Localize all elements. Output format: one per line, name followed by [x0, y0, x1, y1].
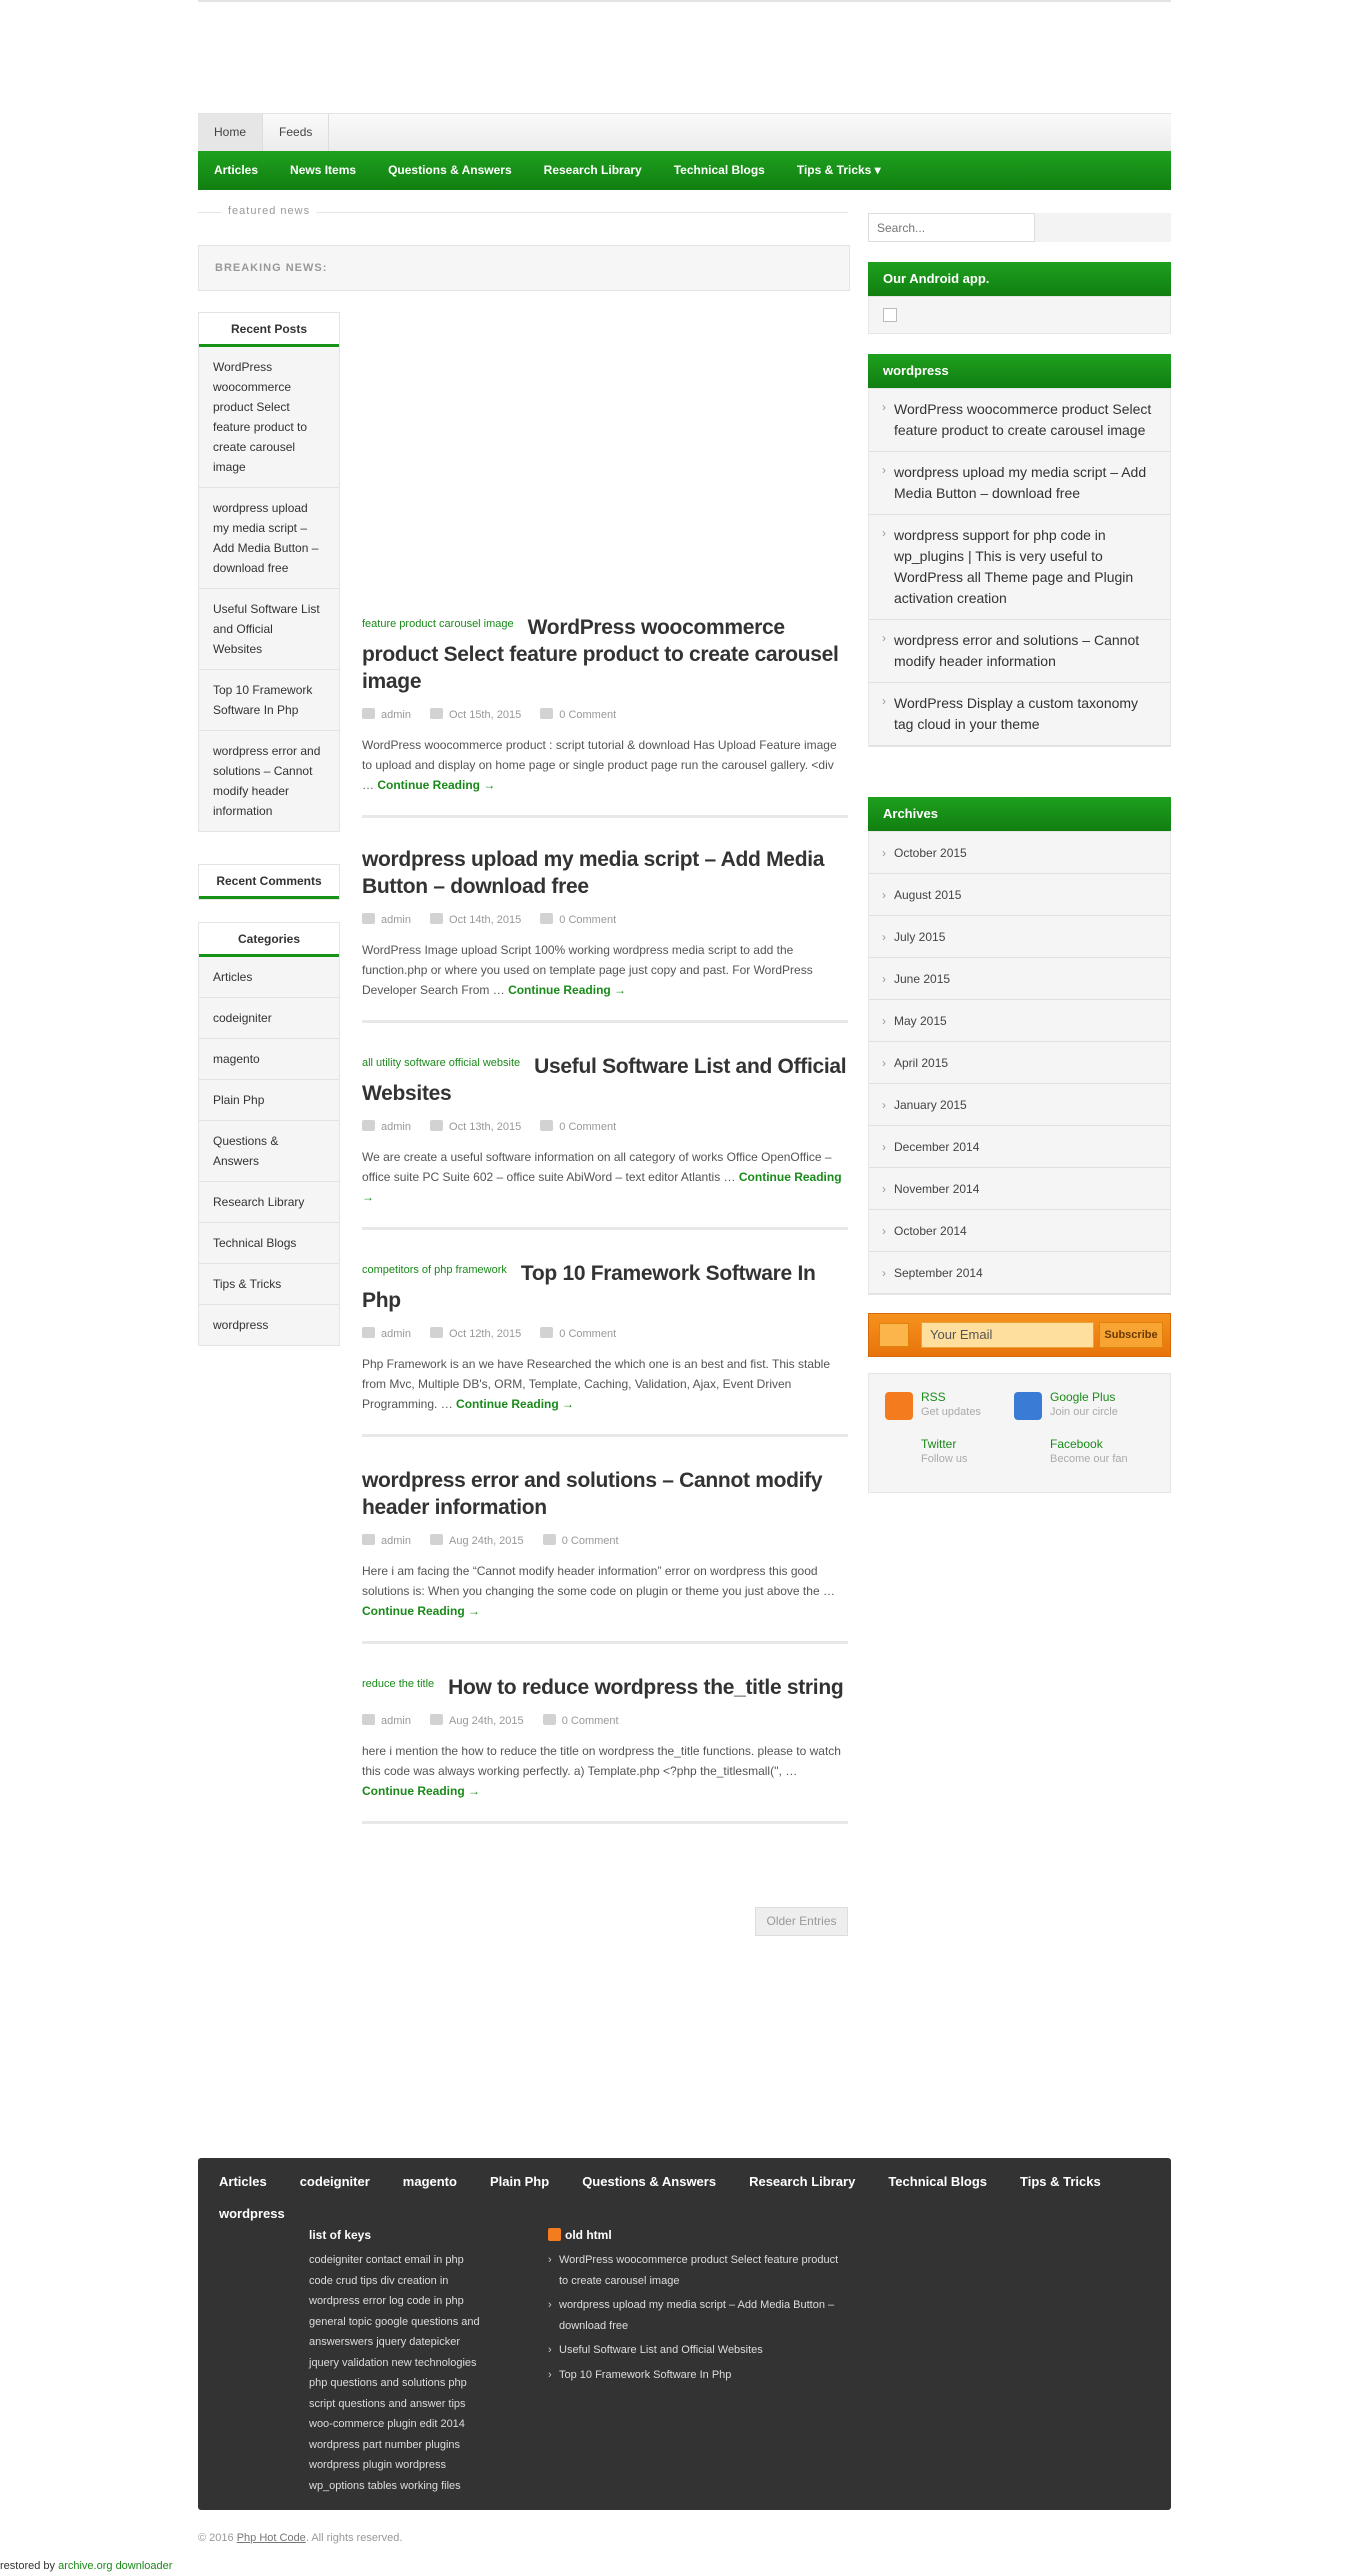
comment-icon	[543, 1714, 556, 1725]
archive-link[interactable]: › January 2015	[869, 1084, 1170, 1126]
footer-keys-title: list of keys	[309, 2228, 372, 2242]
post-title[interactable]: Useful Software List and Official Websites	[362, 1055, 847, 1105]
post	[362, 846, 848, 1023]
comment-icon	[540, 913, 553, 924]
excerpt-text: Php Framework is an we have Researched the which one is an best and fist. This stable from Mvc, Multiple DB's, ORM, Template, Caching, Validation, Ajax, Event Driven Programming. …	[362, 1357, 831, 1411]
wordpress-post-link[interactable]: › wordpress support for php code in wp_plugins | This is very useful to WordPress all Theme page and Plugin activation creation	[869, 515, 1170, 620]
archive-link[interactable]: › December 2014	[869, 1126, 1170, 1168]
post-meta	[362, 912, 848, 928]
author-icon	[362, 1714, 375, 1725]
footer-post-link[interactable]: › wordpress upload my media script – Add Media Button – download free	[548, 2295, 848, 2336]
footer-nav-item[interactable]: codeigniter	[299, 2174, 370, 2189]
footer-key: wordpress error log code in php	[309, 2295, 464, 2307]
post-comments[interactable]: 0 Comment	[559, 1328, 617, 1340]
category-link[interactable]: Questions & Answers	[199, 1121, 339, 1182]
post-excerpt	[362, 735, 848, 795]
calendar-icon	[430, 1120, 443, 1131]
footer-keys-column	[309, 2228, 539, 2496]
post-excerpt	[362, 1354, 848, 1414]
social-title[interactable]: Google Plus	[1050, 1390, 1116, 1404]
category-link[interactable]: Tips & Tricks	[199, 1264, 339, 1305]
social-title[interactable]: RSS	[921, 1390, 946, 1404]
calendar-icon	[430, 1327, 443, 1338]
post-title[interactable]: How to reduce wordpress the_title string	[448, 1676, 844, 1699]
comment-icon	[540, 708, 553, 719]
nav-technical-blogs[interactable]: Technical Blogs	[673, 163, 765, 177]
footer-nav-item[interactable]: magento	[402, 2174, 457, 2189]
site-footer	[198, 2158, 1171, 2510]
android-widget-title: Our Android app.	[868, 262, 1171, 296]
social-desc: Follow us	[921, 1453, 968, 1465]
archives-widget	[868, 831, 1171, 1295]
tab-feeds[interactable]: Feeds	[263, 114, 329, 151]
rss-icon	[885, 1392, 913, 1420]
footer-nav-item[interactable]: wordpress	[219, 2206, 285, 2221]
featured-label: featured news	[222, 205, 316, 217]
subscribe-button[interactable]: Subscribe	[1099, 1322, 1163, 1348]
social-title[interactable]: Twitter	[921, 1437, 957, 1451]
post-thumbnail[interactable]: competitors of php framework	[362, 1264, 507, 1276]
rss-icon	[548, 2228, 561, 2241]
continue-reading-link[interactable]: Continue Reading →	[362, 1170, 842, 1204]
post	[362, 1467, 848, 1644]
search-input[interactable]	[868, 213, 1035, 242]
category-link[interactable]: codeigniter	[199, 998, 339, 1039]
nav-articles[interactable]: Articles	[214, 163, 259, 177]
excerpt-text: WordPress Image upload Script 100% working wordpress media script to add the function.php or where you used on template page just copy and past. For WordPress Developer Search From …	[362, 943, 813, 997]
post-title[interactable]: WordPress woocommerce product Select feature product to create carousel image	[362, 616, 839, 693]
post-meta	[362, 1713, 848, 1729]
wordpress-widget-title: wordpress	[868, 354, 1171, 388]
google-plus-icon	[1014, 1392, 1042, 1420]
footer-nav-item[interactable]: Plain Php	[489, 2174, 550, 2189]
footer-post-link[interactable]: › WordPress woocommerce product Select feature product to create carousel image	[548, 2250, 848, 2291]
post-author[interactable]: admin	[381, 709, 411, 721]
recent-post-link[interactable]: wordpress upload my media script – Add Media Button – download free	[199, 488, 339, 589]
footer-nav-item[interactable]: Technical Blogs	[888, 2174, 988, 2189]
social-title[interactable]: Facebook	[1050, 1437, 1103, 1451]
footer-key: codeigniter contact email in php	[309, 2254, 464, 2266]
copyright-suffix: . All rights reserved.	[305, 2532, 403, 2544]
social-desc: Join our circle	[1050, 1406, 1118, 1418]
footer-key: code crud tips div creation in	[309, 2274, 449, 2287]
category-link[interactable]: Articles	[199, 957, 339, 998]
post-date: Aug 24th, 2015	[449, 1535, 524, 1547]
category-link[interactable]: wordpress	[213, 1318, 269, 1332]
comment-icon	[540, 1327, 553, 1338]
author-icon	[362, 1534, 375, 1545]
recent-post-link[interactable]: Useful Software List and Official Websites	[199, 589, 339, 670]
archive-link[interactable]: › October 2015	[869, 832, 1170, 874]
post-comments[interactable]: 0 Comment	[559, 709, 617, 721]
old-html-label: old html	[565, 2228, 612, 2242]
comment-icon	[543, 1534, 556, 1545]
archive-downloader-link[interactable]: archive.org downloader	[58, 2560, 173, 2572]
archive-link[interactable]: › April 2015	[869, 1042, 1170, 1084]
excerpt-text: here i mention the how to reduce the title on wordpress the_title functions. please to watch this code was always working perfectly. a) Template.php <?php the_titlesmall('', …	[362, 1744, 841, 1778]
post-meta	[362, 1119, 848, 1135]
post-excerpt	[362, 940, 848, 1000]
copyright-prefix: © 2016	[198, 2532, 237, 2544]
continue-reading-link[interactable]: Continue Reading →	[377, 778, 496, 792]
author-icon	[362, 913, 375, 924]
excerpt-text: We are create a useful software information on all category of works Office OpenOffice – office suite PC Suite 602 – office suite AbiWord – text editor Atlantis …	[362, 1150, 832, 1184]
post-date: Oct 15th, 2015	[449, 709, 522, 721]
post-date: Aug 24th, 2015	[449, 1715, 524, 1727]
main-navigation	[198, 151, 1171, 190]
footer-navigation	[198, 2166, 1171, 2230]
nav-tips-tricks[interactable]: Tips & Tricks ▾	[796, 163, 881, 177]
post-separator	[362, 1020, 848, 1023]
post-author[interactable]: admin	[381, 914, 411, 926]
post-excerpt	[362, 1561, 848, 1621]
post-separator	[362, 1821, 848, 1824]
recent-posts-widget	[198, 312, 340, 832]
tab-home[interactable]: Home	[198, 114, 263, 151]
excerpt-text: WordPress woocommerce product : script tutorial & download Has Upload Feature image to upload and display on home page or single product page run the carousel gallery. <div …	[362, 738, 837, 792]
continue-reading-link[interactable]: Continue Reading →	[362, 1604, 480, 1618]
author-icon	[362, 1120, 375, 1131]
nav-news-items[interactable]: News Items	[290, 163, 357, 177]
post-meta	[362, 1533, 848, 1549]
nav-questions-answers[interactable]: Questions & Answers	[388, 163, 512, 177]
post-comments[interactable]: 0 Comment	[559, 914, 617, 926]
post-title[interactable]: Top 10 Framework Software In Php	[362, 1262, 816, 1312]
post-excerpt	[362, 1147, 848, 1207]
continue-reading-link[interactable]: Continue Reading →	[456, 1397, 575, 1411]
older-entries-button[interactable]: Older Entries	[755, 1907, 848, 1936]
footer-nav-item[interactable]: Research Library	[749, 2174, 856, 2189]
wordpress-widget	[868, 388, 1171, 747]
post-date: Oct 14th, 2015	[449, 914, 522, 926]
footer-post-link[interactable]: › Top 10 Framework Software In Php	[548, 2365, 848, 2386]
footer-key: wordpress part number plugins	[309, 2438, 461, 2451]
continue-reading-link[interactable]: Continue Reading →	[362, 1784, 480, 1798]
footer-key: wp_options tables working files	[309, 2479, 461, 2492]
wordpress-post-link[interactable]: › wordpress upload my media script – Add Media Button – download free	[869, 452, 1170, 515]
site-link[interactable]: Php Hot Code	[236, 2532, 306, 2544]
post-separator	[362, 1434, 848, 1437]
footer-post-link[interactable]: › Useful Software List and Official Websites	[548, 2340, 848, 2361]
post-separator	[362, 1227, 848, 1230]
restored-credit	[0, 2560, 172, 2572]
archive-link[interactable]: › August 2015	[869, 874, 1170, 916]
wordpress-post-link[interactable]: › WordPress Display a custom taxonomy tag cloud in your theme	[869, 683, 1170, 746]
restored-prefix: restored by	[0, 2560, 59, 2572]
post	[362, 1053, 848, 1230]
envelope-icon	[879, 1323, 909, 1347]
android-widget	[868, 296, 1171, 334]
recent-comments-widget	[198, 864, 340, 900]
continue-reading-link[interactable]: Continue Reading →	[508, 983, 627, 997]
footer-nav-item[interactable]: Tips & Tricks	[1020, 2174, 1101, 2189]
author-icon	[362, 708, 375, 719]
post-author[interactable]: admin	[381, 1328, 411, 1340]
social-desc: Become our fan	[1050, 1453, 1128, 1465]
footer-nav-item[interactable]: Articles	[219, 2174, 267, 2189]
broken-image-icon[interactable]	[883, 308, 897, 322]
post-title[interactable]: wordpress error and solutions – Cannot modify header information	[362, 1469, 823, 1519]
post-separator	[362, 1641, 848, 1644]
featured-news-heading	[198, 203, 848, 223]
recent-post-link[interactable]: wordpress error and solutions – Cannot modify header information	[213, 744, 321, 818]
recent-post-link[interactable]: WordPress woocommerce product Select feature product to create carousel image	[199, 347, 339, 488]
footer-key: php questions and solutions php	[309, 2377, 467, 2389]
post-author[interactable]: admin	[381, 1535, 411, 1547]
post-author[interactable]: admin	[381, 1715, 411, 1727]
post-separator	[362, 815, 848, 818]
top-divider	[198, 0, 1171, 2]
post-thumbnail[interactable]: feature product carousel image	[362, 618, 514, 630]
footer-key: answerswers jquery datepicker	[309, 2336, 461, 2348]
footer-old-html-title[interactable]	[548, 2228, 848, 2242]
footer-nav-item[interactable]: Questions & Answers	[582, 2174, 717, 2189]
post-thumbnail[interactable]: reduce the title	[362, 1678, 435, 1690]
category-link[interactable]: Research Library	[199, 1182, 339, 1223]
footer-key: jquery validation new technologies	[309, 2356, 477, 2369]
calendar-icon	[430, 913, 443, 924]
calendar-icon	[430, 1534, 443, 1545]
post-comments[interactable]: 0 Comment	[561, 1715, 619, 1727]
wordpress-post-link[interactable]: › WordPress woocommerce product Select feature product to create carousel image	[869, 389, 1170, 452]
post-author[interactable]: admin	[381, 1121, 411, 1133]
post-meta	[362, 707, 848, 723]
archive-link[interactable]: › July 2015	[869, 916, 1170, 958]
footer-key: wordpress plugin wordpress	[309, 2459, 446, 2471]
post-comments[interactable]: 0 Comment	[559, 1121, 617, 1133]
footer-key: general topic google questions and	[309, 2315, 480, 2328]
post-thumbnail[interactable]: all utility software official website	[362, 1057, 521, 1069]
category-link[interactable]: Plain Php	[199, 1080, 339, 1121]
post	[362, 1260, 848, 1437]
archive-link[interactable]: › June 2015	[869, 958, 1170, 1000]
footer-old-html-column	[548, 2228, 848, 2389]
email-field[interactable]: Your Email	[921, 1322, 1094, 1348]
wordpress-post-link[interactable]: › wordpress error and solutions – Cannot modify header information	[869, 620, 1170, 683]
social-desc: Get updates	[921, 1406, 981, 1418]
post-meta	[362, 1326, 848, 1342]
nav-research-library[interactable]: Research Library	[543, 163, 642, 177]
category-link[interactable]: magento	[199, 1039, 339, 1080]
post-date: Oct 13th, 2015	[449, 1121, 522, 1133]
post	[362, 614, 848, 818]
recent-comments-title: Recent Comments	[199, 865, 339, 899]
excerpt-text: Here i am facing the “Cannot modify header information” error on wordpress this good solutions is: When you changing the some code on plugin or theme you just above the …	[362, 1564, 835, 1598]
email-subscribe-box	[868, 1313, 1171, 1357]
breaking-news-bar: BREAKING NEWS:	[198, 245, 850, 291]
categories-widget	[198, 922, 340, 1346]
archives-widget-title: Archives	[868, 797, 1171, 831]
categories-title: Categories	[199, 923, 339, 957]
footer-key: woo-commerce plugin edit 2014	[309, 2418, 465, 2430]
post-title[interactable]: wordpress upload my media script – Add Media Button – download free	[362, 848, 825, 898]
archive-link[interactable]: › October 2014	[869, 1210, 1170, 1252]
post-excerpt	[362, 1741, 848, 1801]
category-link[interactable]: Technical Blogs	[199, 1223, 339, 1264]
footer-key: script questions and answer tips	[309, 2397, 466, 2410]
calendar-icon	[430, 1714, 443, 1725]
comment-icon	[540, 1120, 553, 1131]
post-comments[interactable]: 0 Comment	[561, 1535, 619, 1547]
post-date: Oct 12th, 2015	[449, 1328, 522, 1340]
recent-post-link[interactable]: Top 10 Framework Software In Php	[199, 670, 339, 731]
author-icon	[362, 1327, 375, 1338]
social-links	[868, 1373, 1171, 1493]
calendar-icon	[430, 708, 443, 719]
archive-link[interactable]: › November 2014	[869, 1168, 1170, 1210]
top-tabs	[198, 113, 1171, 151]
recent-posts-title: Recent Posts	[199, 313, 339, 347]
archive-link[interactable]: › September 2014	[869, 1252, 1170, 1294]
archive-link[interactable]: › May 2015	[869, 1000, 1170, 1042]
post	[362, 1674, 848, 1824]
copyright	[198, 2532, 402, 2544]
